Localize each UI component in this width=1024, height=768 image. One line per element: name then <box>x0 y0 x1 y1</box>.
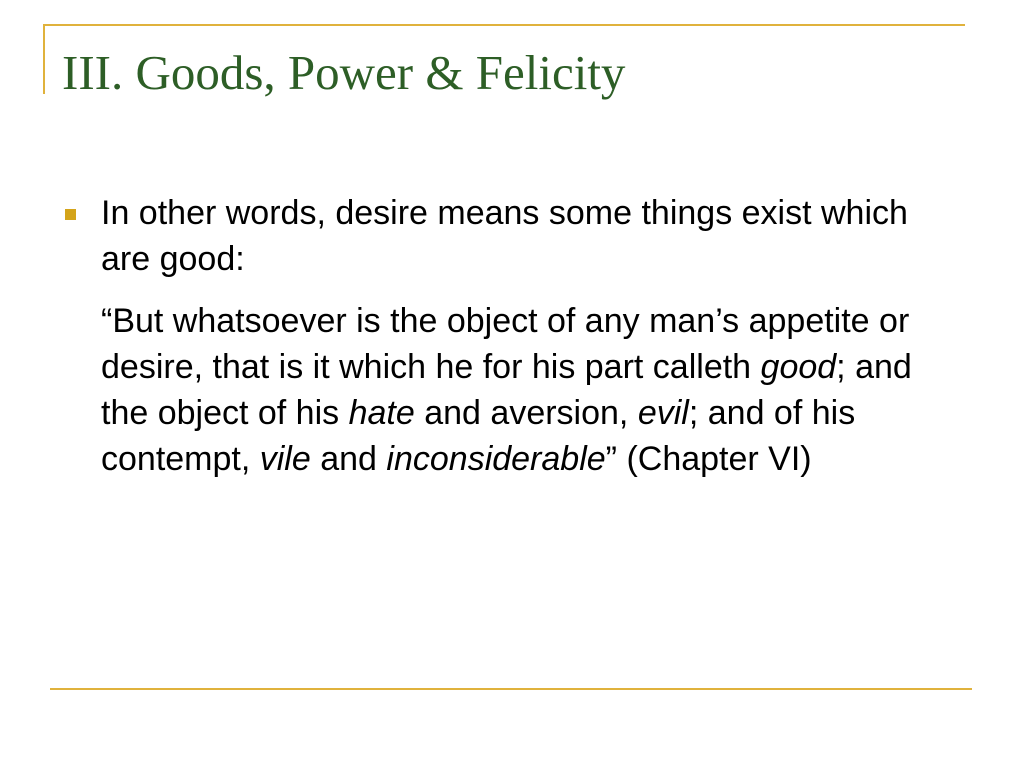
bullet-text: In other words, desire means some things exist which are good: <box>101 194 908 278</box>
quote-text: “But whatsoever is the object of any man’s appetite or desire, that is it which he for his part calleth <box>101 302 910 386</box>
top-rule <box>43 24 965 26</box>
bottom-rule <box>50 688 972 690</box>
quote-text: and aversion, <box>414 394 638 432</box>
hobbes-quote <box>62 298 942 482</box>
quote-emphasis-evil: evil <box>637 394 689 432</box>
quote-text: and <box>310 440 387 478</box>
quote-emphasis-inconsiderable: inconsiderable <box>386 440 606 478</box>
quote-emphasis-vile: vile <box>259 440 311 478</box>
quote-emphasis-hate: hate <box>348 394 415 432</box>
square-bullet-icon <box>65 209 76 220</box>
quote-text: ; and the object of his <box>101 348 912 432</box>
quote-text: ; and of his contempt, <box>101 394 856 478</box>
left-rule <box>43 24 45 94</box>
slide-body <box>62 190 942 482</box>
bullet-item <box>62 190 942 282</box>
slide-title: III. Goods, Power & Felicity <box>62 45 626 100</box>
quote-text: ” (Chapter VI) <box>605 440 812 478</box>
quote-emphasis-good: good <box>760 348 837 386</box>
